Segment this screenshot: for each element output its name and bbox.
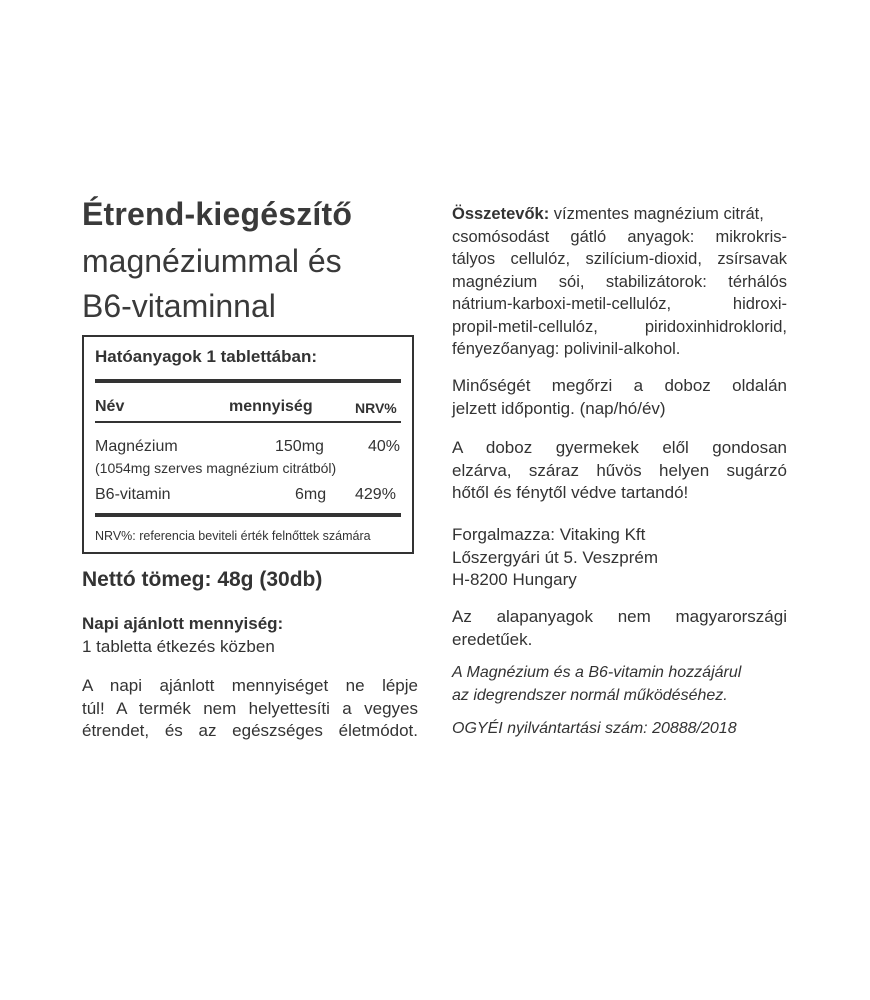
- net-weight: Nettó tömeg: 48g (30db): [82, 568, 323, 591]
- row-magnesium-amount: 150mg: [275, 438, 324, 455]
- ingredients-line: propil-metil-cellulóz, piridoxinhidroklorid,: [452, 317, 787, 336]
- table-rule-mid: [95, 421, 401, 423]
- warning-line: étrendet, és az egészséges életmódot.: [82, 721, 418, 740]
- ingredients-line: magnézium sói, stabilizátorok: térhálós: [452, 272, 787, 291]
- row-b6-nrv: 429%: [355, 486, 396, 503]
- origin-line: eredetűek.: [452, 629, 533, 649]
- table-rule-bottom: [95, 513, 401, 517]
- ingredients-line: [452, 203, 787, 226]
- ingredients-line: tályos cellulóz, szilícium-dioxid, zsírsavak: [452, 250, 787, 268]
- product-title-line2: magnéziummal és: [82, 243, 342, 279]
- table-rule-top: [95, 379, 401, 383]
- ingredients-first: vízmentes magnézium citrát,: [549, 205, 764, 223]
- storage-line: elzárva, száraz hűvös helyen sugárzó: [452, 460, 787, 480]
- registration-number: OGYÉI nyilvántartási szám: 20888/2018: [452, 720, 737, 737]
- warning-line: túl! A termék nem helyettesíti a vegyes: [82, 698, 418, 718]
- health-claim: [452, 662, 787, 707]
- row-magnesium-nrv: 40%: [368, 438, 401, 455]
- column-header-name: Név: [95, 398, 125, 415]
- ingredients-line: nátrium-karboxi-metil-cellulóz, hidroxi-: [452, 295, 787, 313]
- row-magnesium-name: Magnézium: [95, 438, 178, 455]
- column-header-nrv: NRV%: [355, 400, 397, 416]
- ingredients-line: fényezőanyag: polivinil-alkohol.: [452, 340, 681, 358]
- distributor-line: Forgalmazza: Vitaking Kft: [452, 525, 646, 544]
- ingredients-label: Összetevők:: [452, 205, 550, 223]
- ingredients-block: [452, 203, 787, 361]
- row-b6-name: B6-vitamin: [95, 486, 171, 503]
- table-heading: Hatóanyagok 1 tablettában:: [95, 347, 317, 366]
- storage-text: [452, 437, 787, 505]
- table-footnote: NRV%: referencia beviteli érték felnőttek számára: [95, 529, 371, 543]
- origin-text: [452, 606, 787, 651]
- distributor-text: [452, 524, 787, 592]
- best-before-text: [452, 375, 787, 420]
- origin-line: Az alapanyagok nem magyarországi: [452, 607, 787, 626]
- distributor-line: H-8200 Hungary: [452, 570, 577, 589]
- dosage-text: 1 tabletta étkezés közben: [82, 637, 275, 656]
- warning-line: A napi ajánlott mennyiséget ne lépje: [82, 676, 418, 695]
- claim-line: az idegrendszer normál működéséhez.: [452, 686, 728, 704]
- row-b6-amount: 6mg: [295, 486, 327, 503]
- warning-text: [82, 675, 418, 743]
- row-magnesium-note: (1054mg szerves magnézium citrátból): [95, 460, 337, 476]
- nutrition-table: [82, 335, 414, 554]
- product-title-line3: B6-vitaminnal: [82, 288, 276, 324]
- storage-line: hőtől és fénytől védve tartandó!: [452, 483, 689, 502]
- claim-line: A Magnézium és a B6-vitamin hozzájárul: [452, 664, 742, 681]
- dosage-heading: Napi ajánlott mennyiség:: [82, 614, 284, 633]
- column-header-amount: mennyiség: [229, 398, 313, 415]
- best-before-line: Minőségét megőrzi a doboz oldalán: [452, 376, 787, 395]
- storage-line: A doboz gyermekek elől gondosan: [452, 438, 787, 457]
- distributor-line: Lőszergyári út 5. Veszprém: [452, 547, 658, 567]
- product-title-bold: Étrend-kiegészítő: [82, 196, 353, 232]
- best-before-line: jelzett időpontig. (nap/hó/év): [452, 398, 666, 418]
- ingredients-line: csomósodást gátló anyagok: mikrokris-: [452, 227, 787, 246]
